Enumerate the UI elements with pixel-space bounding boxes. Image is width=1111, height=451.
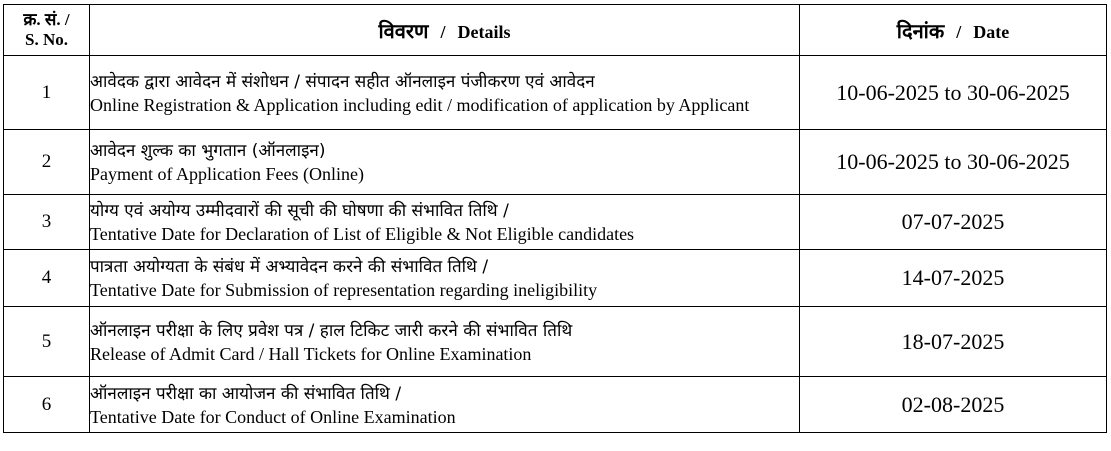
header-details bbox=[90, 5, 800, 56]
row-details-hindi: पात्रता अयोग्यता के संबंध में अभ्यावेदन करने की संभावित तिथि / bbox=[90, 257, 489, 277]
table-row bbox=[4, 130, 1107, 195]
row-details-hindi: ऑनलाइन परीक्षा के लिए प्रवेश पत्र / हाल टिकिट जारी करने की संभावित तिथि bbox=[90, 320, 573, 341]
table-row bbox=[4, 195, 1107, 250]
header-date bbox=[800, 5, 1107, 56]
schedule-table bbox=[3, 4, 1107, 433]
row-serial-number: 1 bbox=[4, 56, 90, 130]
header-sno-hindi: क्र. सं. / bbox=[23, 10, 70, 29]
table-row bbox=[4, 377, 1107, 433]
row-serial-number: 2 bbox=[4, 130, 90, 195]
header-details-separator: / bbox=[440, 21, 446, 42]
row-date: 18-07-2025 bbox=[800, 307, 1107, 377]
row-serial-number: 5 bbox=[4, 307, 90, 377]
row-details-english: Release of Admit Card / Hall Tickets for Online Examination bbox=[90, 343, 532, 364]
header-details-english: Details bbox=[457, 21, 511, 42]
row-details-hindi: आवेदक द्वारा आवेदन में संशोधन / संपादन सहीत ऑनलाइन पंजीकरण एवं आवेदन bbox=[90, 71, 595, 92]
row-date: 07-07-2025 bbox=[800, 195, 1107, 250]
row-details-english: Tentative Date for Submission of representation regarding ineligibility bbox=[90, 280, 598, 300]
row-details-hindi: ऑनलाइन परीक्षा का आयोजन की संभावित तिथि / bbox=[90, 383, 402, 404]
row-details-english: Tentative Date for Conduct of Online Examination bbox=[90, 406, 456, 427]
row-details bbox=[90, 56, 800, 130]
table-row bbox=[4, 250, 1107, 307]
row-details-english: Payment of Application Fees (Online) bbox=[90, 164, 364, 184]
header-date-english: Date bbox=[973, 21, 1010, 42]
row-date: 10-06-2025 to 30-06-2025 bbox=[800, 56, 1107, 130]
table-row bbox=[4, 56, 1107, 130]
row-details bbox=[90, 377, 800, 433]
row-details-hindi: योग्य एवं अयोग्य उम्मीदवारों की सूची की घोषणा की संभावित तिथि / bbox=[90, 201, 509, 221]
header-details-hindi: विवरण bbox=[378, 18, 429, 43]
row-details-hindi: आवेदन शुल्क का भुगतान (ऑनलाइन) bbox=[90, 141, 326, 161]
header-sno-english: S. No. bbox=[25, 30, 68, 49]
row-details bbox=[90, 250, 800, 307]
row-details bbox=[90, 195, 800, 250]
row-details-english: Online Registration & Application including edit / modification of application by Applicant bbox=[90, 94, 750, 115]
row-date: 02-08-2025 bbox=[800, 377, 1107, 433]
row-details bbox=[90, 307, 800, 377]
header-row bbox=[4, 5, 1107, 56]
row-date: 10-06-2025 to 30-06-2025 bbox=[800, 130, 1107, 195]
header-date-separator: / bbox=[956, 21, 962, 42]
row-details bbox=[90, 130, 800, 195]
row-serial-number: 3 bbox=[4, 195, 90, 250]
table-row bbox=[4, 307, 1107, 377]
header-date-hindi: दिनांक bbox=[896, 18, 945, 43]
header-serial-number bbox=[4, 5, 90, 56]
row-serial-number: 4 bbox=[4, 250, 90, 307]
row-serial-number: 6 bbox=[4, 377, 90, 433]
row-date: 14-07-2025 bbox=[800, 250, 1107, 307]
row-details-english: Tentative Date for Declaration of List of Eligible & Not Eligible candidates bbox=[90, 224, 635, 244]
